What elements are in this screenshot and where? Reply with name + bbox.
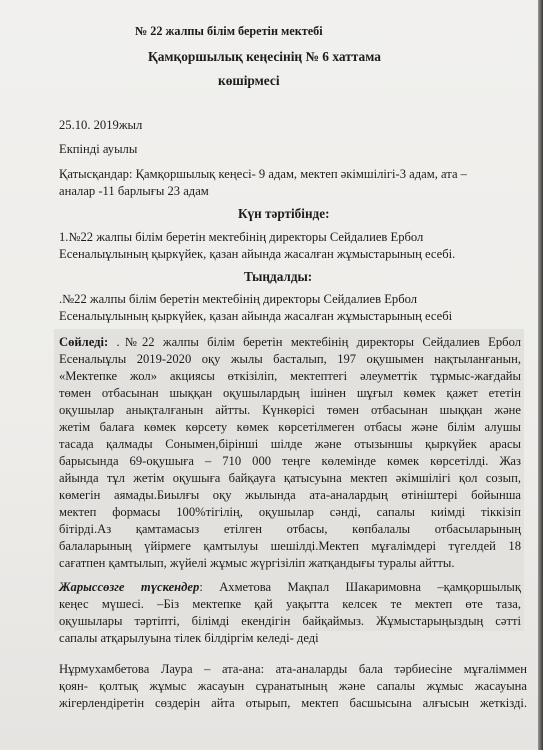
debate-line: оқушылары тәртіпті, білімді екендігін байқаймыз. Жұмыстарыңыздың сәтті [59,614,521,628]
debate-line-1: Жарыссөзге түскендер: Ахметова Мақпал Шакаримовна –қамқоршылық [59,580,522,594]
heard-heading: Тыңдалды: [244,269,313,284]
spoke-line: тасада қалмады Сонымен,бірінші шілде және отызыншы қыркүйек арасы [59,437,521,451]
spoke-line: барысында 69-оқушыға – 710 000 теңге көлемінде көмек көрсетілді. Жаз [59,454,521,468]
meeting-place: Екпінді ауылы [59,142,138,156]
document-subtitle: көшірмесі [218,73,280,88]
heard-line-1: .№22 жалпы білім беретін мектебінің директоры Сейдалиев Ербол [59,292,418,306]
spoke-line: балаларының үйірмеге қамтылуы шешілді.Мектеп мұғалімдері түгелдей 18 [59,539,521,553]
spoke-label: Сөйледі: [59,335,109,349]
agenda-line-1: 1.№22 жалпы білім беретін мектебінің директоры Сейдалиев Ербол [59,230,424,244]
parent-remark-line-3: жігерлендіретін сөздерін айта отырып, мектеп басшысына алғысын жеткізді. [59,696,527,710]
spoke-line: бітірді.Аз қамтамасыз етілген отбасы, көпбалалы отбасыларының [59,522,521,536]
debate-label: Жарыссөзге түскендер [59,580,200,594]
participants-line-2: аналар -11 барлығы 23 адам [59,184,209,198]
parent-remark-line-1: Нұрмухамбетова Лаура – ата-ана: ата-аналарды бала тәрбиесіне мұғаліммен [59,662,527,676]
debate-line: кеңес мүшесі. –Біз мектепке қай уақытта келсек те мектеп өте таза, [59,597,521,611]
spoke-last-line: сағатпен қамтылып, жүйелі жұмыс жүргізіліп жатқандығы туралы айтты. [59,556,455,570]
spoke-line: «Мектепке жол» акциясы өткізіліп, мектептегі әлеуметтік тұрмыс-жағдайы [59,369,521,383]
spoke-line: Есеналыұлы 2019-2020 оқу жылы басталып, 197 оқушымен нақтыланғанын, [59,352,521,366]
heard-line-2: Есеналыұлының қыркүйек, қазан айында жасалған жұмыстарының есебі [59,309,453,323]
spoke-line: көмегін аямады.Биылғы оқу жылында ата-аналардың өтініштері бойынша [59,488,521,502]
debate-last-line: сапалы атқарылуына тілек білдіргім келеді- деді [59,631,319,645]
parent-remark-line-2: қоян- қолтық жұмыс жасауын сұранатының және сапалы жұмыс жасауына [59,679,527,693]
spoke-line: мектеп формасы 100%тігілің, оқушылар сәнді, сапалы киімді тіккізіп [59,505,521,519]
spoke-line: айында тұл жетім оқушыға байқауға қатысуына мектеп әкімшілігі қол созып, [59,471,521,485]
page-shadow-edge [538,0,543,750]
spoke-line: оқушылар анықталғанын айтты. Күнкөрісі төмен отбасынан шыққан және [59,403,521,417]
spoke-line-1: Сөйледі: .№22 жалпы білім беретін мектебінің директоры Сейдалиев Ербол [59,335,521,349]
agenda-heading: Күн тәртібінде: [238,206,330,221]
participants-line-1: Қатысқандар: Қамқоршылық кеңесі- 9 адам, мектеп әкімшілігі-3 адам, ата – [59,167,467,181]
document-title: Қамқоршылық кеңесінің № 6 хаттама [148,49,381,64]
meeting-date: 25.10. 2019жыл [59,118,143,132]
spoke-line: жетім балаға көмек көрсету көмек көрсетілмеген отбасы және білім алушы [59,420,521,434]
spoke-line: төмен отбасынан шыққан оқушылардың ішінен шұғыл көмек қажет ететін [59,386,521,400]
agenda-line-2: Есеналыұлының қыркүйек, қазан айында жасалған жұмыстарының есебі. [59,247,456,261]
school-name: № 22 жалпы білім беретін мектебі [135,24,323,38]
